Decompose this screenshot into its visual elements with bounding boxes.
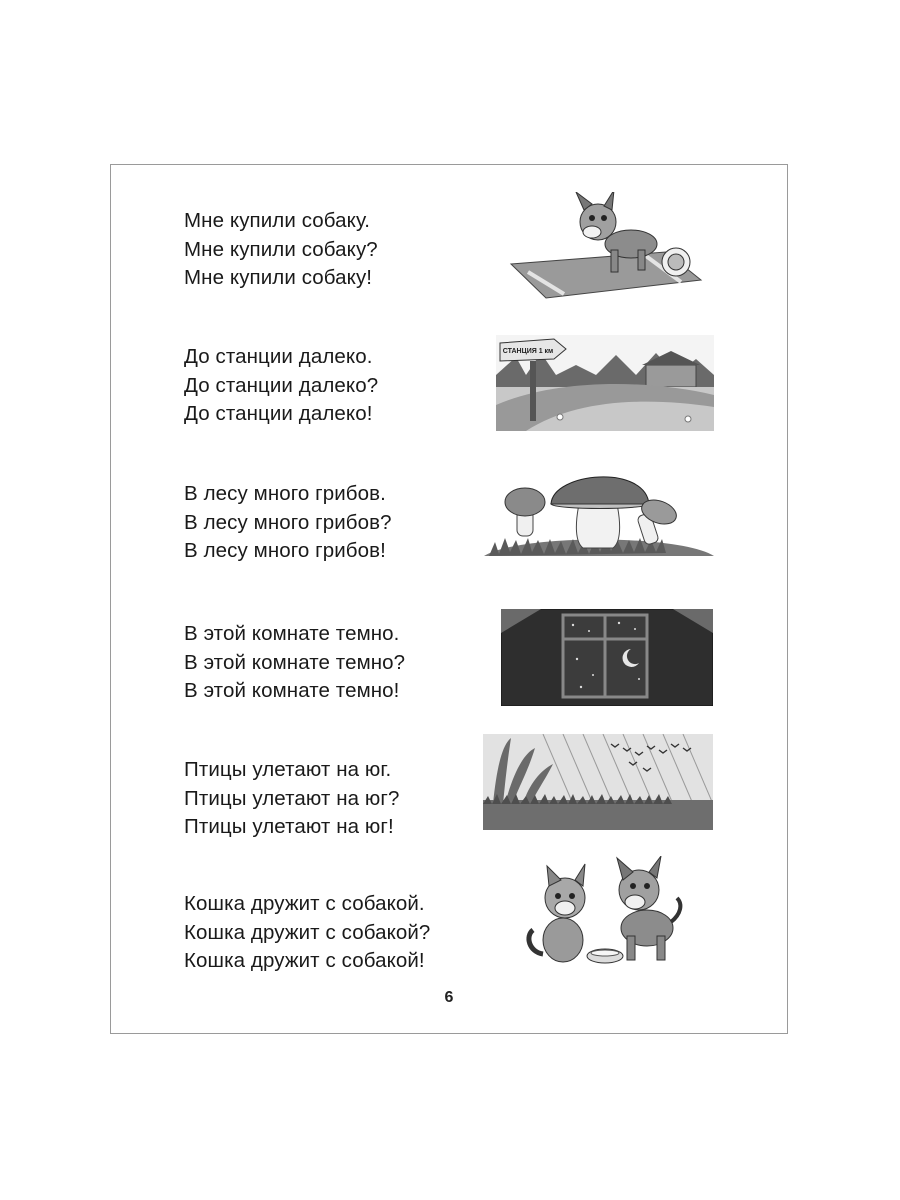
sentence-line: В этой комнате темно. <box>184 622 400 645</box>
workbook-page <box>110 164 788 1034</box>
sentence-line: В лесу много грибов! <box>184 539 386 562</box>
sentence-group <box>184 890 430 976</box>
road-to-station-illustration <box>496 335 714 431</box>
sentence-line: В лесу много грибов? <box>184 510 392 534</box>
cat-and-dog-illustration <box>523 856 685 968</box>
page-number: 6 <box>444 989 454 1006</box>
sentence-group <box>184 756 399 842</box>
mushrooms-illustration <box>479 464 717 564</box>
dog-on-rug-illustration <box>506 192 711 302</box>
sentence-line: Кошка дружит с собакой? <box>184 920 431 944</box>
sentence-line: Мне купили собаку. <box>184 209 371 232</box>
sentence-group <box>184 343 378 429</box>
dark-room-window-illustration <box>501 609 713 706</box>
station-sign-text: СТАНЦИЯ 1 км <box>502 348 554 355</box>
sentence-line: До станции далеко. <box>184 345 373 368</box>
sentence-line: Мне купили собаку? <box>184 237 378 261</box>
birds-autumn-rain-illustration <box>483 734 713 830</box>
sentence-line: В лесу много грибов. <box>184 482 386 505</box>
sentence-group <box>184 620 405 706</box>
sentence-line: В этой комнате темно? <box>184 650 406 674</box>
sentence-line: До станции далеко! <box>184 402 373 425</box>
sentence-group <box>184 480 392 566</box>
sentence-group <box>184 207 378 293</box>
sentence-line: Мне купили собаку! <box>184 266 373 289</box>
sentence-line: В этой комнате темно! <box>184 679 400 702</box>
sentence-line: Кошка дружит с собакой! <box>184 949 425 972</box>
sentence-line: Птицы улетают на юг. <box>184 758 392 781</box>
sentence-line: До станции далеко? <box>184 373 379 397</box>
sentence-line: Кошка дружит с собакой. <box>184 892 425 915</box>
sentence-line: Птицы улетают на юг? <box>184 786 400 810</box>
sentence-line: Птицы улетают на юг! <box>184 815 394 838</box>
